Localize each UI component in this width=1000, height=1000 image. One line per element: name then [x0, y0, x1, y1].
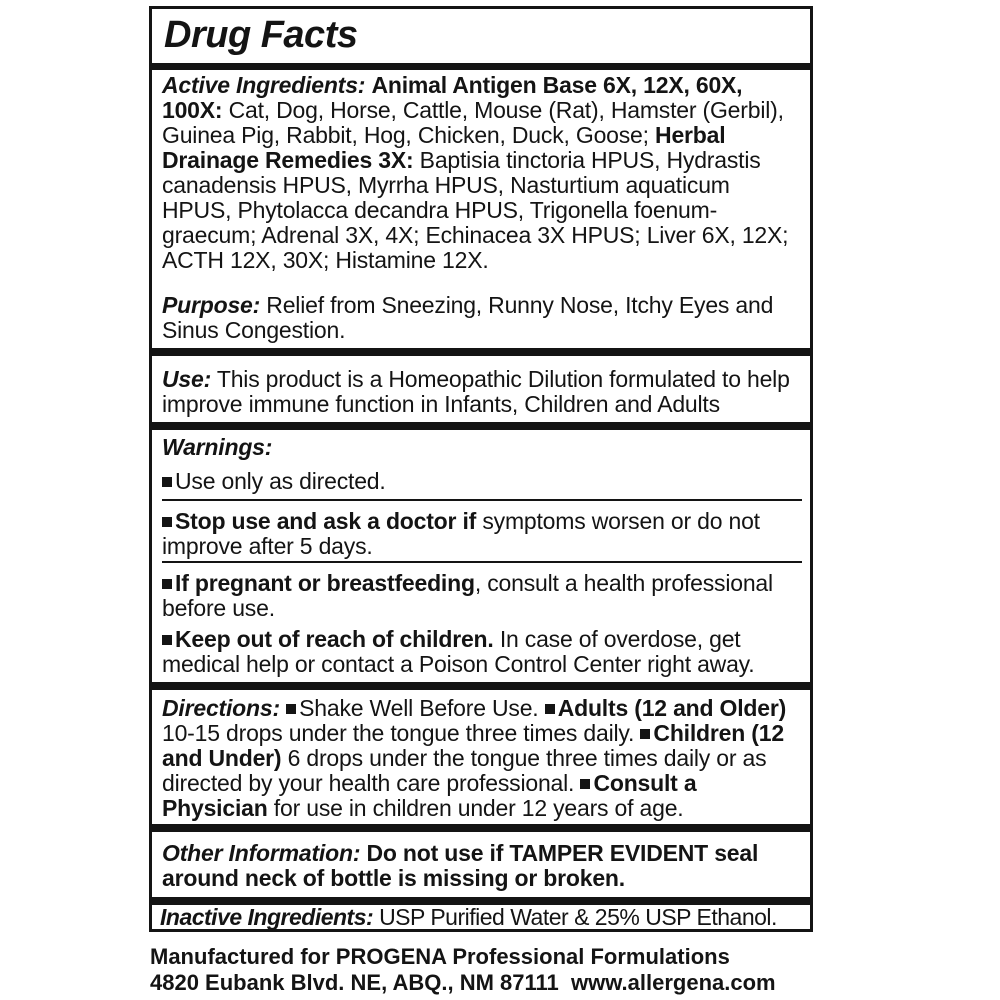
active-ingredients-section [162, 73, 802, 273]
herbal-drainage-list: Baptisia tinctoria HPUS, Hydrastis canadensis HPUS, Myrrha HPUS, Nasturtium aquaticum HPUS, Phytolacca decandra HPUS, Trigonella foenum-graecum; Adrenal 3X, 4X; Echinacea 3X HPUS; Liver 6X, 12X; ACTH 12X, 30X; Histamine 12X. [162, 147, 789, 273]
active-ingredients-heading: Active Ingredients: [162, 72, 366, 98]
address-line: 4820 Eubank Blvd. NE, ABQ., NM 87111 www.allergena.com [150, 970, 776, 995]
warning-bold: Stop use and ask a doctor if [175, 508, 477, 534]
directions-consult-text: for use in children under 12 years of age. [273, 795, 684, 821]
bullet-icon [162, 579, 172, 589]
inactive-ingredients-section [160, 905, 806, 930]
other-information-text: Do not use if TAMPER EVIDENT seal around neck of bottle is missing or broken. [162, 840, 759, 891]
inactive-ingredients-heading: Inactive Ingredients: [160, 904, 374, 930]
directions-shake: Shake Well Before Use. [299, 695, 539, 721]
other-information-heading: Other Information: [162, 840, 361, 866]
warnings-heading: Warnings: [162, 434, 273, 460]
animal-antigen-label: Animal Antigen Base 6X, 12X, 60X, 100X: [162, 72, 743, 123]
manufacturer-line: Manufactured for PROGENA Professional Formulations [150, 944, 730, 969]
directions-heading: Directions: [162, 695, 280, 721]
bullet-icon [162, 477, 172, 487]
divider-title [152, 63, 810, 70]
purpose-text: Relief from Sneezing, Runny Nose, Itchy Eyes and Sinus Congestion. [162, 292, 774, 343]
drug-facts-panel [149, 6, 813, 932]
animal-antigen-list: Cat, Dog, Horse, Cattle, Mouse (Rat), Hamster (Gerbil), Guinea Pig, Rabbit, Hog, Chicken, Duck, Goose; [162, 97, 784, 148]
bullet-icon [162, 517, 172, 527]
divider-warning-2 [162, 561, 802, 563]
warning-text: symptoms worsen or do not improve after 5 days. [162, 508, 760, 559]
directions-adults-label: Adults (12 and Older) [557, 695, 787, 721]
use-section [162, 367, 802, 417]
inactive-ingredients-text: USP Purified Water & 25% USP Ethanol. [379, 904, 777, 930]
divider-other [152, 824, 810, 832]
directions-section [162, 696, 802, 821]
warning-text: , consult a health professional before use. [162, 570, 773, 621]
warnings-heading-row [162, 435, 802, 460]
other-information-section [162, 841, 802, 891]
bullet-icon [640, 729, 650, 739]
divider-warnings [152, 422, 810, 430]
bullet-icon [286, 704, 296, 714]
divider-directions [152, 682, 810, 690]
divider-warning-1 [162, 499, 802, 501]
purpose-heading: Purpose: [162, 292, 261, 318]
warning-item-directed [162, 469, 802, 494]
drug-facts-title: Drug Facts [164, 14, 358, 56]
warning-bold: If pregnant or breastfeeding [175, 570, 475, 596]
warning-bold: Keep out of reach of children. [175, 626, 494, 652]
bullet-icon [162, 635, 172, 645]
herbal-drainage-label: Herbal Drainage Remedies 3X: [162, 122, 726, 173]
warning-item-children [162, 627, 802, 677]
warning-item-stop-use [162, 509, 802, 559]
use-heading: Use: [162, 366, 212, 392]
use-text: This product is a Homeopathic Dilution formulated to help improve immune function in Infants, Children and Adults [162, 366, 790, 417]
directions-children-label: Children (12 and Under) [162, 720, 784, 771]
directions-adults-text: 10-15 drops under the tongue three times daily. [162, 720, 635, 746]
warning-text: Use only as directed. [175, 468, 386, 494]
directions-children-text: 6 drops under the tongue three times daily or as directed by your health care professional. [162, 745, 767, 796]
bullet-icon [545, 704, 555, 714]
warning-text: In case of overdose, get medical help or contact a Poison Control Center right away. [162, 626, 755, 677]
bullet-icon [580, 779, 590, 789]
purpose-section [162, 293, 802, 343]
divider-use [152, 348, 810, 356]
warning-item-pregnant [162, 571, 802, 621]
directions-consult-label: Consult a Physician [162, 770, 697, 821]
manufacturer-footer [150, 944, 830, 996]
